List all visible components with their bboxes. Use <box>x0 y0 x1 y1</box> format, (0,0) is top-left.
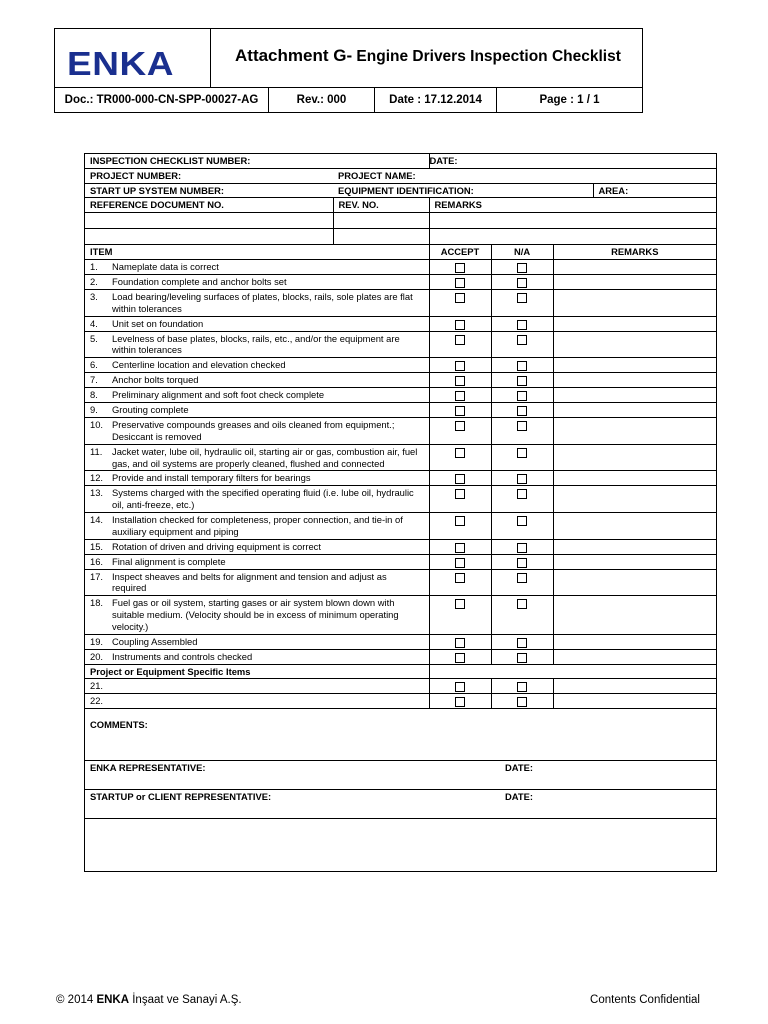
checklist-item-text <box>85 444 429 471</box>
accept-checkbox[interactable] <box>455 361 465 371</box>
na-checkbox[interactable] <box>517 516 527 526</box>
reference-doc-input[interactable] <box>85 229 333 245</box>
area-field[interactable]: AREA: <box>593 183 716 198</box>
row-enka-rep <box>85 761 716 790</box>
row-specific-heading <box>85 664 716 679</box>
item-column-header: ITEM <box>85 245 429 260</box>
accept-cell <box>429 569 491 596</box>
item-remarks-input[interactable] <box>553 418 716 445</box>
row-comments <box>85 709 716 761</box>
accept-cell <box>429 649 491 664</box>
na-cell <box>491 403 553 418</box>
checklist-row <box>85 331 716 358</box>
accept-checkbox[interactable] <box>455 653 465 663</box>
project-number-field[interactable]: PROJECT NUMBER: <box>85 168 333 183</box>
header-top-row <box>55 29 642 88</box>
na-cell <box>491 596 553 634</box>
checklist-item-text <box>85 539 429 554</box>
na-cell <box>491 634 553 649</box>
accept-checkbox[interactable] <box>455 697 465 707</box>
accept-checkbox[interactable] <box>455 263 465 273</box>
date-field[interactable]: DATE: <box>429 154 716 168</box>
item-remarks-input[interactable] <box>553 388 716 403</box>
accept-checkbox[interactable] <box>455 543 465 553</box>
item-remarks-input[interactable] <box>553 259 716 274</box>
accept-cell <box>429 316 491 331</box>
row-item-header <box>85 245 716 260</box>
comments-field[interactable]: COMMENTS: <box>85 709 716 761</box>
item-number: 22. <box>90 695 104 707</box>
checklist-row <box>85 649 716 664</box>
remarks-header: REMARKS <box>429 198 716 213</box>
item-remarks-input[interactable] <box>553 486 716 513</box>
document-header <box>54 28 643 113</box>
accept-checkbox[interactable] <box>455 599 465 609</box>
accept-cell <box>429 274 491 289</box>
item-number: 5. <box>90 332 98 344</box>
accept-checkbox[interactable] <box>455 558 465 568</box>
item-description: Provide and install temporary filters for bearings <box>112 472 311 484</box>
checklist-row <box>85 512 716 539</box>
accept-cell <box>429 388 491 403</box>
checklist-row <box>85 634 716 649</box>
item-description: Unit set on foundation <box>112 317 204 329</box>
checklist-row <box>85 596 716 634</box>
na-checkbox[interactable] <box>517 421 527 431</box>
rev-no-input[interactable] <box>333 229 429 245</box>
item-description: Nameplate data is correct <box>112 260 219 272</box>
enka-representative-field[interactable]: ENKA REPRESENTATIVE: <box>85 761 553 790</box>
specific-heading-blank <box>429 664 716 679</box>
checklist-row <box>85 259 716 274</box>
item-description: Centerline location and elevation checked <box>112 359 286 371</box>
na-checkbox[interactable] <box>517 682 527 692</box>
item-remarks-input[interactable] <box>553 569 716 596</box>
item-description: Levelness of base plates, blocks, rails, etc., and/or the equipment are within tolerances <box>112 332 400 356</box>
accept-checkbox[interactable] <box>455 335 465 345</box>
checklist-row <box>85 554 716 569</box>
na-cell <box>491 569 553 596</box>
footer-company-name: ENKA <box>96 994 130 1006</box>
enka-date-field[interactable]: DATE: <box>553 761 716 790</box>
na-cell <box>491 486 553 513</box>
reference-doc-input[interactable] <box>85 213 333 229</box>
checklist-item-text <box>85 358 429 373</box>
checklist-item-text <box>85 634 429 649</box>
item-number: 10. <box>90 419 104 431</box>
na-cell <box>491 316 553 331</box>
checklist-row <box>85 569 716 596</box>
na-checkbox[interactable] <box>517 335 527 345</box>
checklist-item-text <box>85 554 429 569</box>
enka-logo: ENKA <box>67 45 174 82</box>
project-name-field[interactable]: PROJECT NAME: <box>333 168 716 183</box>
item-description: Installation checked for completeness, proper connection, and tie-in of auxiliary equipment and piping <box>112 513 403 537</box>
accept-cell <box>429 694 491 709</box>
item-number: 14. <box>90 513 104 525</box>
accept-cell <box>429 596 491 634</box>
item-number: 2. <box>90 275 98 287</box>
row-reference-header <box>85 198 716 213</box>
item-remarks-input[interactable] <box>553 274 716 289</box>
checklist-item-text <box>85 388 429 403</box>
checklist-item-text <box>85 274 429 289</box>
accept-checkbox[interactable] <box>455 421 465 431</box>
accept-column-header: ACCEPT <box>429 245 491 260</box>
client-date-field[interactable]: DATE: <box>553 790 716 819</box>
item-description: Inspect sheaves and belts for alignment and tension and adjust as required <box>112 570 387 594</box>
checklist-row <box>85 471 716 486</box>
checklist-item-text <box>85 694 429 709</box>
na-checkbox[interactable] <box>517 278 527 288</box>
reference-remarks-input[interactable] <box>429 229 716 245</box>
item-number: 7. <box>90 374 98 386</box>
page-title <box>235 46 621 66</box>
row-client-rep <box>85 790 716 819</box>
item-remarks-input[interactable] <box>553 358 716 373</box>
item-description: Instruments and controls checked <box>112 650 253 662</box>
na-cell <box>491 444 553 471</box>
na-cell <box>491 274 553 289</box>
checklist-row <box>85 694 716 709</box>
item-number: 17. <box>90 570 104 582</box>
item-description: Fuel gas or oil system, starting gases or air system blown down with suitable medium. (Velocity should be in excess of minimum operating velocity.) <box>112 597 399 632</box>
item-description: Rotation of driven and driving equipment is correct <box>112 540 321 552</box>
item-remarks-input[interactable] <box>553 471 716 486</box>
item-remarks-input[interactable] <box>553 316 716 331</box>
na-checkbox[interactable] <box>517 653 527 663</box>
checklist-row <box>85 289 716 316</box>
na-cell <box>491 512 553 539</box>
checklist-item-text <box>85 679 429 694</box>
checklist-row <box>85 486 716 513</box>
accept-checkbox[interactable] <box>455 638 465 648</box>
accept-cell <box>429 554 491 569</box>
accept-checkbox[interactable] <box>455 682 465 692</box>
equipment-id-field[interactable]: EQUIPMENT IDENTIFICATION: <box>333 183 593 198</box>
item-description: Foundation complete and anchor bolts set <box>112 275 287 287</box>
item-remarks-input[interactable] <box>553 596 716 634</box>
specific-items-heading: Project or Equipment Specific Items <box>85 664 429 679</box>
checklist-item-text <box>85 403 429 418</box>
item-number: 12. <box>90 472 104 484</box>
na-cell <box>491 331 553 358</box>
remarks-column-header: REMARKS <box>553 245 716 260</box>
checklist-table <box>85 154 716 819</box>
checklist-row <box>85 418 716 445</box>
accept-checkbox[interactable] <box>455 406 465 416</box>
checklist-row <box>85 388 716 403</box>
checklist-row <box>85 403 716 418</box>
na-checkbox[interactable] <box>517 558 527 568</box>
accept-checkbox[interactable] <box>455 376 465 386</box>
reference-remarks-input[interactable] <box>429 213 716 229</box>
item-remarks-input[interactable] <box>553 694 716 709</box>
item-remarks-input[interactable] <box>553 649 716 664</box>
item-number: 1. <box>90 260 98 272</box>
na-checkbox[interactable] <box>517 263 527 273</box>
na-checkbox[interactable] <box>517 361 527 371</box>
accept-checkbox[interactable] <box>455 278 465 288</box>
accept-cell <box>429 539 491 554</box>
item-number: 8. <box>90 389 98 401</box>
item-remarks-input[interactable] <box>553 403 716 418</box>
item-remarks-input[interactable] <box>553 444 716 471</box>
checklist-item-text <box>85 331 429 358</box>
header-info-row <box>55 88 642 112</box>
item-description: Preservative compounds greases and oils cleaned from equipment.; Desiccant is removed <box>112 419 395 442</box>
accept-checkbox[interactable] <box>455 573 465 583</box>
item-number: 18. <box>90 597 104 609</box>
accept-cell <box>429 444 491 471</box>
na-cell <box>491 358 553 373</box>
item-remarks-input[interactable] <box>553 512 716 539</box>
accept-cell <box>429 289 491 316</box>
accept-checkbox[interactable] <box>455 391 465 401</box>
checklist-item-text <box>85 569 429 596</box>
na-cell <box>491 289 553 316</box>
checklist-row <box>85 444 716 471</box>
na-checkbox[interactable] <box>517 489 527 499</box>
na-cell <box>491 649 553 664</box>
accept-cell <box>429 331 491 358</box>
item-number: 13. <box>90 487 104 499</box>
checklist-item-text <box>85 373 429 388</box>
accept-cell <box>429 358 491 373</box>
item-number: 20. <box>90 650 104 662</box>
na-column-header: N/A <box>491 245 553 260</box>
title-prefix: Attachment G- <box>235 46 353 65</box>
copyright: © 2014 ENKA İnşaat ve Sanayi A.Ş. <box>56 994 242 1006</box>
startup-system-field[interactable]: START UP SYSTEM NUMBER: <box>85 183 333 198</box>
item-remarks-input[interactable] <box>553 634 716 649</box>
checklist-row <box>85 679 716 694</box>
accept-checkbox[interactable] <box>455 474 465 484</box>
accept-cell <box>429 403 491 418</box>
row-project <box>85 168 716 183</box>
item-remarks-input[interactable] <box>553 679 716 694</box>
na-cell <box>491 679 553 694</box>
na-checkbox[interactable] <box>517 391 527 401</box>
checklist-item-text <box>85 649 429 664</box>
checklist-row <box>85 316 716 331</box>
revision: Rev.: 000 <box>269 88 375 112</box>
na-checkbox[interactable] <box>517 376 527 386</box>
item-description: Jacket water, lube oil, hydraulic oil, starting air or gas, combustion air, fuel gas, and oil systems are properly cleaned, flushed and connected <box>112 445 418 469</box>
checklist-number-field[interactable]: INSPECTION CHECKLIST NUMBER: <box>85 154 429 168</box>
item-number: 6. <box>90 359 98 371</box>
confidential-notice: Contents Confidential <box>590 994 700 1006</box>
accept-checkbox[interactable] <box>455 320 465 330</box>
doc-number: Doc.: TR000-000-CN-SPP-00027-AG <box>55 88 269 112</box>
na-cell <box>491 539 553 554</box>
item-number: 19. <box>90 635 104 647</box>
accept-checkbox[interactable] <box>455 516 465 526</box>
item-number: 9. <box>90 404 98 416</box>
item-description: Final alignment is complete <box>112 555 226 567</box>
item-number: 21. <box>90 680 104 692</box>
item-remarks-input[interactable] <box>553 289 716 316</box>
item-number: 11. <box>90 445 103 457</box>
row-checklist-number <box>85 154 716 168</box>
checklist-item-text <box>85 289 429 316</box>
na-cell <box>491 373 553 388</box>
item-number: 16. <box>90 555 104 567</box>
na-cell <box>491 418 553 445</box>
row-reference-blank-1 <box>85 213 716 229</box>
na-cell <box>491 259 553 274</box>
item-remarks-input[interactable] <box>553 331 716 358</box>
na-checkbox[interactable] <box>517 599 527 609</box>
item-number: 4. <box>90 317 98 329</box>
logo-cell <box>55 29 211 87</box>
checklist-row <box>85 358 716 373</box>
rev-no-header: REV. NO. <box>333 198 429 213</box>
accept-checkbox[interactable] <box>455 489 465 499</box>
item-number: 15. <box>90 540 104 552</box>
checklist-item-text <box>85 512 429 539</box>
na-checkbox[interactable] <box>517 320 527 330</box>
na-checkbox[interactable] <box>517 697 527 707</box>
na-cell <box>491 694 553 709</box>
checklist-item-text <box>85 471 429 486</box>
item-description: Load bearing/leveling surfaces of plates, blocks, rails, sole plates are flat within tolerances <box>112 290 413 314</box>
item-description: Preliminary alignment and soft foot check complete <box>112 389 325 401</box>
accept-cell <box>429 486 491 513</box>
item-number: 3. <box>90 290 98 302</box>
na-checkbox[interactable] <box>517 448 527 458</box>
na-checkbox[interactable] <box>517 474 527 484</box>
na-checkbox[interactable] <box>517 543 527 553</box>
rev-no-input[interactable] <box>333 213 429 229</box>
item-description: Grouting complete <box>112 404 189 416</box>
checklist-row <box>85 373 716 388</box>
na-cell <box>491 554 553 569</box>
na-cell <box>491 388 553 403</box>
na-checkbox[interactable] <box>517 573 527 583</box>
row-startup <box>85 183 716 198</box>
item-remarks-input[interactable] <box>553 554 716 569</box>
row-reference-blank-2 <box>85 229 716 245</box>
accept-cell <box>429 259 491 274</box>
checklist-row <box>85 539 716 554</box>
item-description: Coupling Assembled <box>112 635 198 647</box>
title-rest: Engine Drivers Inspection Checklist <box>352 48 621 65</box>
doc-date: Date : 17.12.2014 <box>375 88 497 112</box>
na-checkbox[interactable] <box>517 293 527 303</box>
accept-cell <box>429 418 491 445</box>
na-checkbox[interactable] <box>517 638 527 648</box>
accept-cell <box>429 373 491 388</box>
na-checkbox[interactable] <box>517 406 527 416</box>
checklist-item-text <box>85 259 429 274</box>
reference-doc-header: REFERENCE DOCUMENT NO. <box>85 198 333 213</box>
page-number: Page : 1 / 1 <box>539 94 600 106</box>
client-representative-field[interactable]: STARTUP or CLIENT REPRESENTATIVE: <box>85 790 553 819</box>
checklist-row <box>85 274 716 289</box>
checklist-item-text <box>85 316 429 331</box>
accept-checkbox[interactable] <box>455 448 465 458</box>
accept-cell <box>429 634 491 649</box>
checklist-item-text <box>85 596 429 634</box>
item-remarks-input[interactable] <box>553 539 716 554</box>
checklist-item-text <box>85 486 429 513</box>
checklist-form <box>84 153 717 872</box>
item-description: Systems charged with the specified operating fluid (i.e. lube oil, hydraulic oil, anti-freeze, etc.) <box>112 487 414 511</box>
accept-checkbox[interactable] <box>455 293 465 303</box>
checklist-item-text <box>85 418 429 445</box>
accept-cell <box>429 679 491 694</box>
item-remarks-input[interactable] <box>553 373 716 388</box>
na-cell <box>491 471 553 486</box>
item-description: Anchor bolts torqued <box>112 374 199 386</box>
accept-cell <box>429 512 491 539</box>
accept-cell <box>429 471 491 486</box>
